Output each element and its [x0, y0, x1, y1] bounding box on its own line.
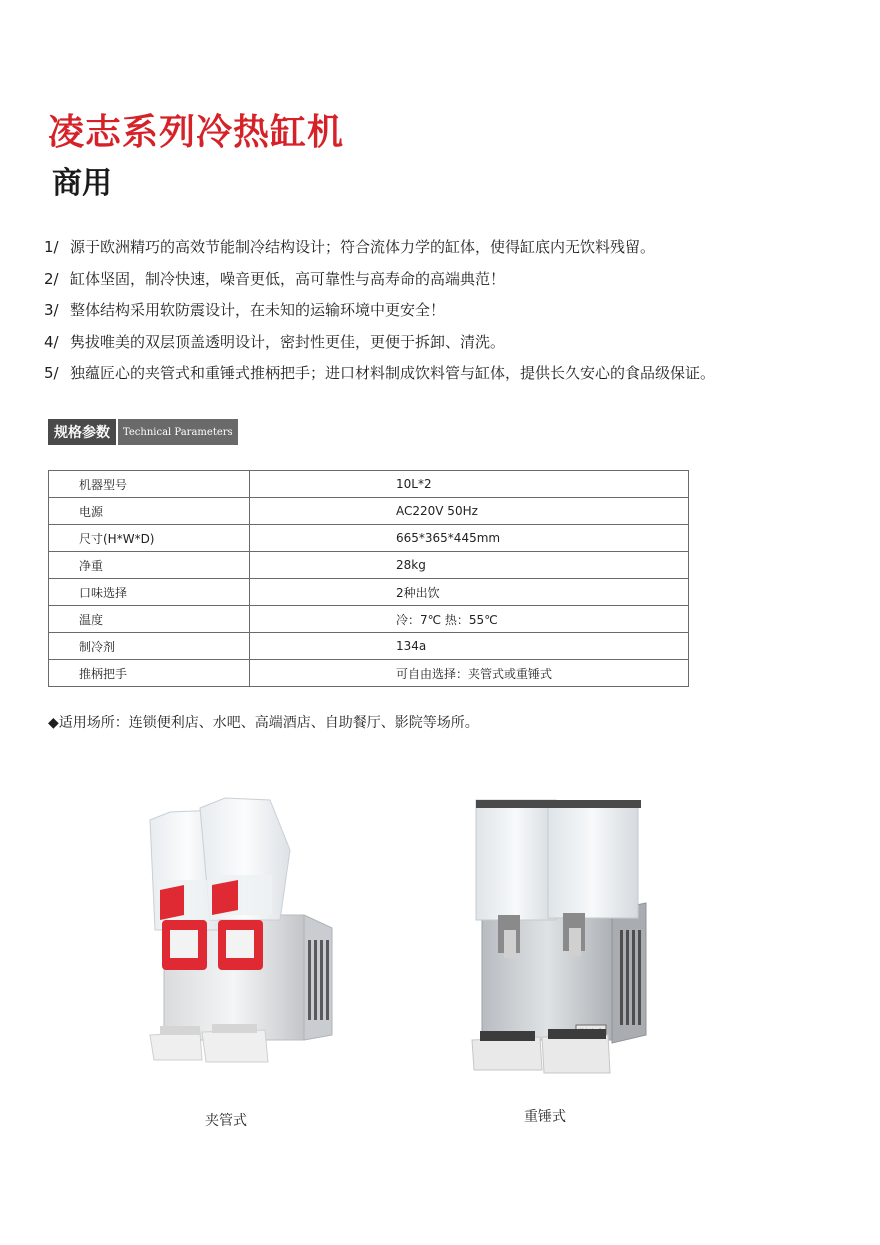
spec-key: 温度: [49, 606, 250, 633]
spec-key: 推柄把手: [49, 660, 250, 687]
feature-item: [44, 232, 864, 264]
spec-value: AC220V 50Hz: [250, 498, 689, 525]
feature-text: 源于欧洲精巧的高效节能制冷结构设计；符合流体力学的缸体，使得缸底内无饮料残留。: [70, 238, 656, 256]
feature-item: [44, 327, 864, 359]
feature-item: [44, 295, 864, 327]
spec-key: 口味选择: [49, 579, 250, 606]
spec-section-header: [48, 419, 238, 445]
spec-key: 净重: [49, 552, 250, 579]
table-row: [49, 633, 689, 660]
feature-number: 2/: [44, 269, 59, 288]
spec-value: 可自由选择：夹管式或重锤式: [250, 660, 689, 687]
spec-value: 665*365*445mm: [250, 525, 689, 552]
spec-key: 电源: [49, 498, 250, 525]
usage-note: ◆适用场所：连锁便利店、水吧、高端酒店、自助餐厅、影院等场所。: [48, 715, 479, 731]
feature-number: 1/: [44, 238, 59, 256]
feature-text: 隽拔唯美的双层顶盖透明设计，密封性更佳，更便于拆卸、清洗。: [70, 332, 506, 351]
feature-item: [44, 264, 864, 296]
table-row: [49, 525, 689, 552]
product-image-clamp: [140, 790, 340, 1070]
feature-text: 缸体坚固，制冷快速，噪音更低，高可靠性与高寿命的高端典范！: [70, 269, 506, 288]
product-caption-clamp: 夹管式: [205, 1113, 247, 1129]
product-image-hammer: [468, 795, 653, 1085]
table-row: [49, 552, 689, 579]
spec-value: 2种出饮: [250, 579, 689, 606]
feature-text: 整体结构采用软防震设计，在未知的运输环境中更安全！: [70, 301, 446, 319]
spec-value: 10L*2: [250, 471, 689, 498]
dispenser-clamp-illustration: [140, 790, 340, 1070]
feature-number: 3/: [44, 301, 59, 319]
spec-table: [48, 470, 689, 687]
table-row: [49, 579, 689, 606]
spec-value: 28kg: [250, 552, 689, 579]
spec-key: 制冷剂: [49, 633, 250, 660]
spec-value: 134a: [250, 633, 689, 660]
feature-item: [44, 358, 864, 390]
spec-value: 冷：7℃ 热：55℃: [250, 606, 689, 633]
table-row: [49, 471, 689, 498]
feature-list: [44, 232, 864, 390]
spec-header-cn: 规格参数: [48, 419, 116, 445]
table-row: [49, 660, 689, 687]
feature-number: 5/: [44, 364, 59, 382]
product-caption-hammer: 重锤式: [524, 1109, 566, 1125]
feature-number: 4/: [44, 332, 59, 351]
spec-key: 机器型号: [49, 471, 250, 498]
spec-key: 尺寸(H*W*D): [49, 525, 250, 552]
feature-text: 独蕴匠心的夹管式和重锤式推柄把手；进口材料制成饮料管与缸体，提供长久安心的食品级保证。: [70, 364, 716, 382]
dispenser-hammer-illustration: [468, 795, 653, 1085]
page-subtitle: 商用: [52, 166, 112, 201]
page-title: 凌志系列冷热缸机: [48, 112, 345, 153]
spec-header-en: Technical Parameters: [116, 419, 238, 445]
table-row: [49, 498, 689, 525]
table-row: [49, 606, 689, 633]
